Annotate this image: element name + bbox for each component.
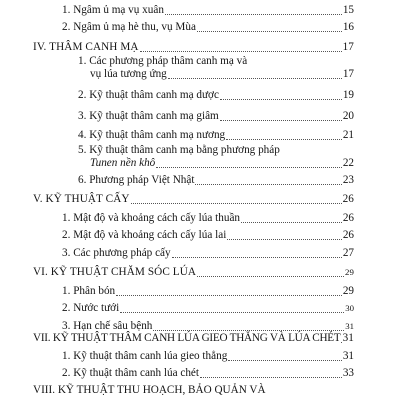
toc-entry-7-2[interactable] [0, 367, 400, 380]
leader-dots [168, 77, 342, 79]
leader-dots [220, 98, 342, 100]
toc-section-iv[interactable] [0, 41, 400, 54]
toc-entry-label: 2. Kỹ thuật thâm canh mạ dược [78, 89, 219, 101]
leader-dots [227, 238, 341, 240]
toc-entry-label: 3. Các phương pháp cấy [62, 247, 171, 259]
toc-entry-page: 19 [342, 89, 354, 101]
leader-dots [153, 329, 344, 331]
toc-entry-4-1-line1: 1. Các phương pháp thâm canh mạ và [78, 55, 248, 67]
leader-dots [241, 221, 342, 223]
toc-entry-7-1[interactable] [0, 350, 400, 363]
toc-entry-label: 2. Nước tưới [62, 302, 120, 314]
toc-entry-page: 30 [345, 303, 354, 313]
toc-entry-label: 1. Phân bón [62, 285, 116, 297]
toc-entry-page: 20 [342, 110, 354, 122]
toc-entry-4-3[interactable] [0, 110, 400, 123]
toc-section-page: 17 [342, 41, 354, 53]
toc-section-v[interactable] [0, 193, 400, 206]
leader-dots [156, 166, 342, 168]
toc-section-label: VI. KỸ THUẬT CHĂM SÓC LÚA [33, 266, 197, 278]
toc-entry-label: 3. Kỹ thuật thâm canh mạ giâm [78, 110, 219, 122]
leader-dots [226, 138, 342, 140]
toc-section-page: 31 [342, 332, 354, 344]
toc-section-label: VII. KỸ THUẬT THÂM CANH LÚA GIEO THẲNG VÀ LÚA CHÉT [33, 332, 341, 344]
toc-entry-5-3[interactable] [0, 247, 400, 260]
toc-entry-label: 2. Mật độ và khoảng cách cấy lúa lai [62, 229, 227, 241]
leader-dots [116, 294, 342, 296]
toc-entry-label: vụ lúa tương ứng [90, 68, 167, 80]
toc-section-label: V. KỸ THUẬT CẤY [33, 193, 130, 205]
toc-entry-label: 2. Ngâm ủ mạ hè thu, vụ Mùa [62, 21, 196, 33]
leader-dots [197, 275, 344, 277]
toc-entry-4-5[interactable] [0, 157, 400, 170]
toc-entry-4-1[interactable] [0, 68, 400, 81]
toc-entry-page: 15 [342, 4, 354, 16]
toc-entry-page: 26 [342, 229, 354, 241]
toc-entry-page: 16 [342, 21, 354, 33]
toc-entry-page: 22 [342, 157, 354, 169]
toc-entry-page: 33 [342, 367, 354, 379]
toc-entry-label: 1. Ngâm ủ mạ vụ xuân [62, 4, 164, 16]
toc-entry-4-6[interactable] [0, 174, 400, 187]
toc-entry-6-2[interactable] [0, 302, 400, 315]
toc-section-page: 29 [345, 267, 354, 277]
toc-entry-page: 23 [342, 174, 354, 186]
toc-section-viii: VIII. KỸ THUẬT THU HOẠCH, BẢO QUẢN VÀ [33, 384, 266, 396]
toc-entry-page: 29 [342, 285, 354, 297]
toc-entry-label: Tunen nền khô [90, 157, 156, 169]
leader-dots [197, 30, 342, 32]
leader-dots [120, 311, 344, 313]
toc-entry-1-1[interactable] [0, 4, 400, 17]
toc-section-page: 26 [342, 193, 354, 205]
toc-entry-page: 27 [342, 247, 354, 259]
toc-entry-5-2[interactable] [0, 229, 400, 242]
toc-entry-page: 31 [342, 350, 354, 362]
toc-entry-label: 4. Kỹ thuật thâm canh mạ nương [78, 129, 226, 141]
toc-section-vii[interactable] [0, 332, 400, 345]
toc-entry-page: 26 [342, 212, 354, 224]
toc-entry-4-5-line1: 5. Kỹ thuật thâm canh mạ bằng phương pháp [78, 144, 280, 156]
toc-entry-page: 17 [342, 68, 354, 80]
toc-entry-label: 6. Phương pháp Việt Nhật [78, 174, 195, 186]
toc-entry-label: 1. Mật độ và khoảng cách cấy lúa thuần [62, 212, 241, 224]
leader-dots [165, 13, 342, 15]
leader-dots [228, 359, 342, 361]
toc-entry-4-2[interactable] [0, 89, 400, 102]
toc-entry-5-1[interactable] [0, 212, 400, 225]
toc-entry-label: 2. Kỹ thuật thâm canh lúa chét [62, 367, 200, 379]
leader-dots [220, 119, 342, 121]
leader-dots [172, 256, 342, 258]
toc-entry-page: 21 [342, 129, 354, 141]
leader-dots [131, 202, 342, 204]
toc-section-vi[interactable] [0, 266, 400, 279]
toc-entry-6-1[interactable] [0, 285, 400, 298]
toc-entry-4-4[interactable] [0, 129, 400, 142]
toc-entry-label: 1. Kỹ thuật thâm canh lúa gieo thẳng [62, 350, 228, 362]
leader-dots [195, 183, 341, 185]
toc-entry-page: 31 [345, 321, 354, 331]
leader-dots [140, 50, 342, 52]
toc-entry-1-2[interactable] [0, 21, 400, 34]
toc-entry-label: 3. Hạn chế sâu bệnh [62, 320, 153, 332]
toc-section-label: IV. THÂM CANH MẠ [33, 41, 139, 53]
leader-dots [200, 376, 342, 378]
